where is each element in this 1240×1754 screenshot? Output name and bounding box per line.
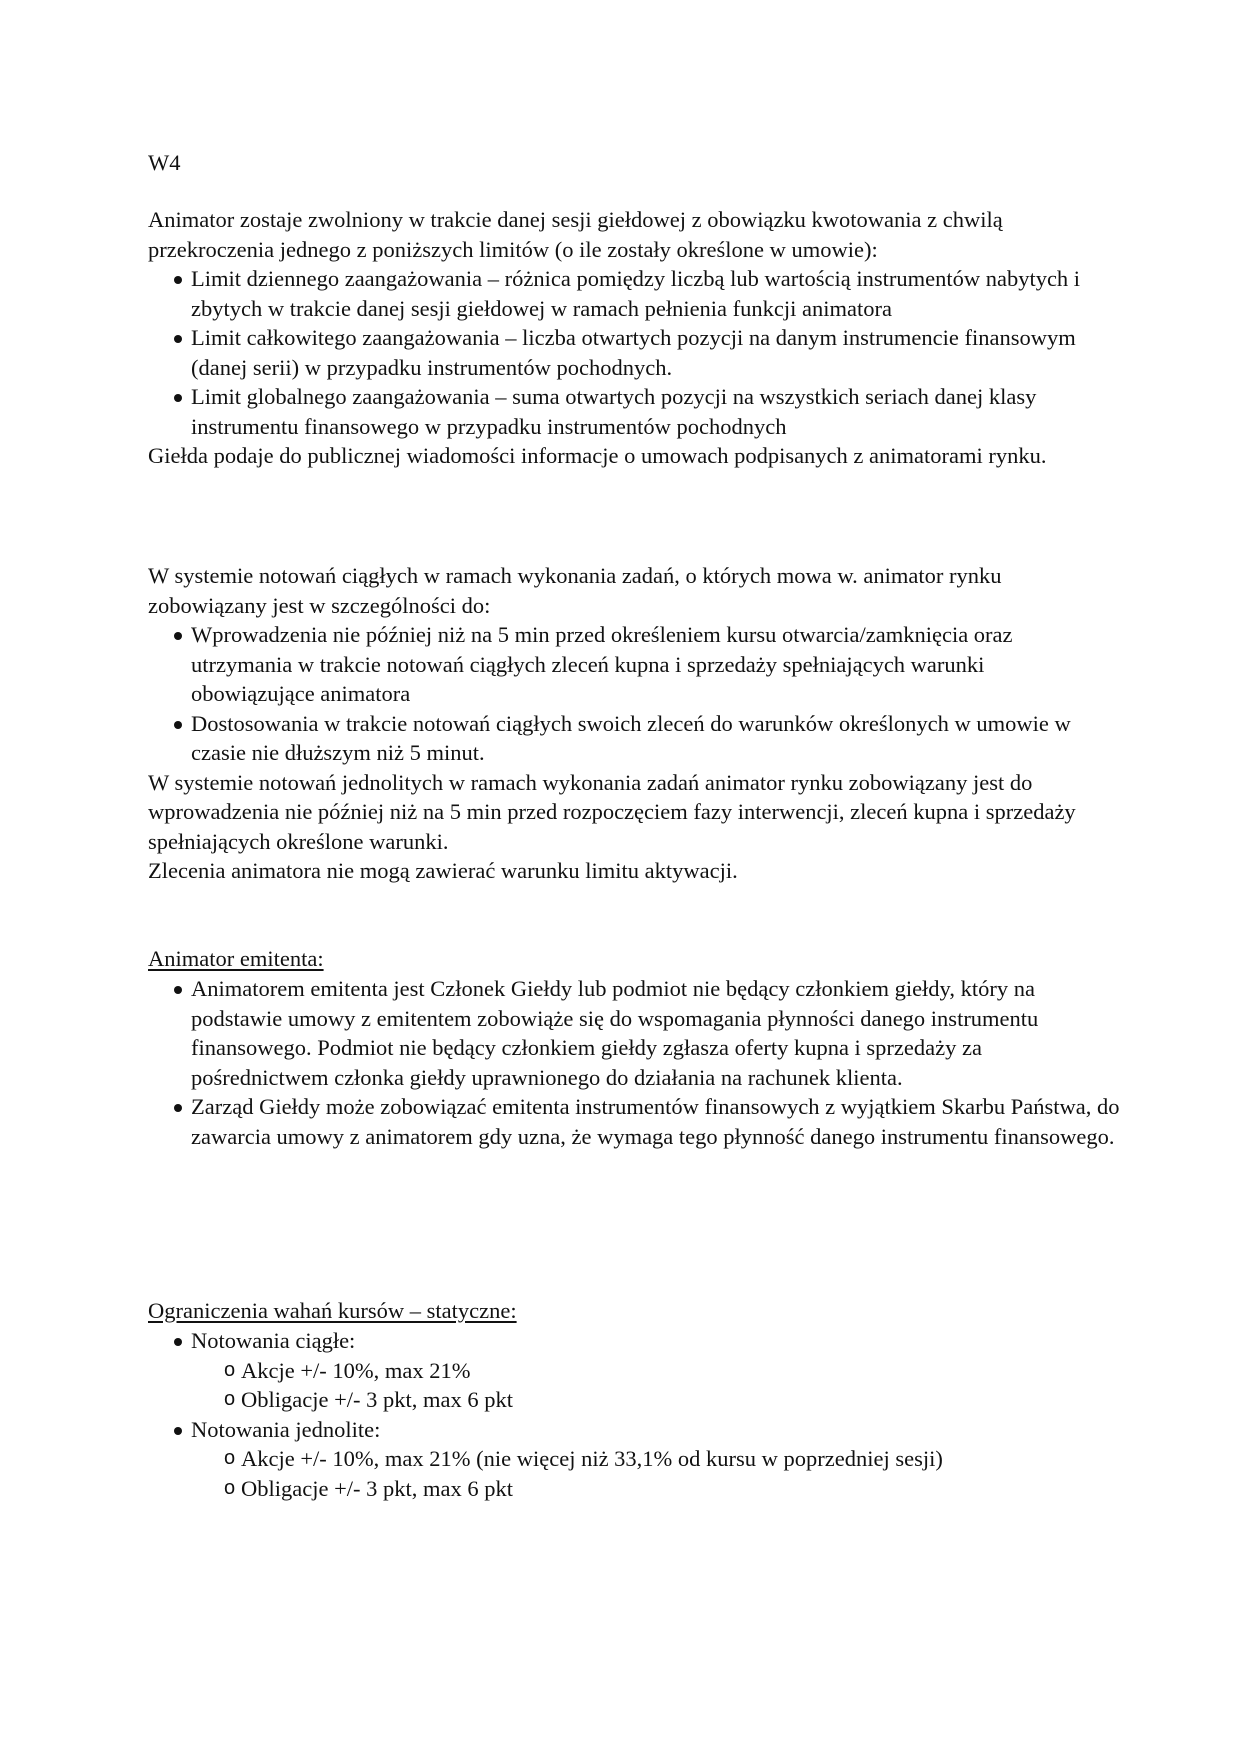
list-item	[148, 1415, 1088, 1445]
section1-outro: Giełda podaje do publicznej wiadomości informacje o umowach podpisanych z animatorami rynku.	[148, 443, 1047, 468]
sub-list-item	[148, 1474, 1088, 1504]
list-item	[148, 1092, 1131, 1151]
page-title: W4	[148, 150, 181, 175]
list-item-text: Animatorem emitenta jest Członek Giełdy lub podmiot nie będący członkiem giełdy, który na podstawie umowy z emitentem zobowiąże się do wspomagania płynności danego instrumentu finansowego. Podmiot nie będący członkiem giełdy zgłasza oferty kupna i sprzedaży za pośrednictwem członka giełdy uprawnionego do działania na rachunek klienta.	[191, 976, 1039, 1090]
section1-intro: Animator zostaje zwolniony w trakcie danej sesji giełdowej z obowiązku kwotowania z chwilą przekroczenia jednego z poniższych limitów (o ile zostały określone w umowie):	[148, 207, 1003, 262]
section4-heading: Ograniczenia wahań kursów – statyczne:	[148, 1298, 517, 1323]
circle-bullet-icon: o	[224, 1447, 236, 1469]
sub-list-item	[148, 1444, 1088, 1474]
list-item	[148, 620, 1091, 709]
list-item-text: Wprowadzenia nie później niż na 5 min przed określeniem kursu otwarcia/zamknięcia oraz utrzymania w trakcie notowań ciągłych zleceń kupna i sprzedaży spełniających warunki obowiązujące animatora	[191, 622, 1013, 706]
list-item-text: Notowania ciągłe:	[191, 1328, 356, 1353]
sub-list-item	[148, 1385, 1088, 1415]
circle-bullet-icon: o	[224, 1388, 236, 1410]
list-item	[148, 709, 1091, 768]
section-continuous-trading	[148, 561, 1088, 886]
section-issuer-animator	[148, 974, 1120, 1151]
list-item-text: Notowania jednolite:	[191, 1416, 381, 1442]
list-item	[148, 264, 1111, 323]
section2-paragraph-activation: Zlecenia animatora nie mogą zawierać warunku limitu aktywacji.	[148, 858, 738, 883]
trading-systems-list	[148, 1326, 1088, 1503]
sub-list-item-text: Obligacje +/- 3 pkt, max 6 pkt	[241, 1475, 514, 1501]
sub-list-item-text: Akcje +/- 10%, max 21% (nie więcej niż 33,1% od kursu w poprzedniej sesji)	[241, 1446, 943, 1471]
sub-list-item-text: Obligacje +/- 3 pkt, max 6 pkt	[241, 1387, 514, 1412]
sub-list-item	[148, 1356, 1088, 1386]
circle-bullet-icon: o	[224, 1476, 236, 1499]
section-quoting-limits	[148, 205, 1088, 471]
section2-paragraph-single-price: W systemie notowań jednolitych w ramach wykonania zadań animator rynku zobowiązany jest do wprowadzenia nie później niż na 5 min przed rozpoczęciem fazy interwencji, zleceń kupna i sprzedaży spełniających określone warunki.	[148, 769, 1076, 854]
list-item-text: Limit globalnego zaangażowania – suma otwartych pozycji na wszystkich seriach danej klasy instrumentu finansowego w przypadku instrumentów pochodnych	[191, 384, 1037, 439]
limits-list	[148, 264, 1088, 441]
circle-bullet-icon: o	[224, 1358, 236, 1381]
section2-intro: W systemie notowań ciągłych w ramach wykonania zadań, o których mowa w. animator rynku zobowiązany jest w szczególności do:	[148, 563, 1002, 618]
list-item-text: Limit całkowitego zaangażowania – liczba otwartych pozycji na danym instrumencie finansowym (danej serii) w przypadku instrumentów pochodnych.	[191, 325, 1076, 380]
list-item-text: Zarząd Giełdy może zobowiązać emitenta instrumentów finansowych z wyjątkiem Skarbu Państwa, do zawarcia umowy z animatorem gdy uzna, że wymaga tego płynność danego instrumentu finansowego.	[191, 1094, 1120, 1149]
list-item	[148, 323, 1091, 382]
issuer-animator-list	[148, 974, 1120, 1151]
list-item	[148, 1326, 1088, 1356]
continuous-trading-duties-list	[148, 620, 1088, 768]
list-item	[148, 974, 1091, 1092]
list-item-text: Dostosowania w trakcie notowań ciągłych swoich zleceń do warunków określonych w umowie w czasie nie dłuższym niż 5 minut.	[191, 710, 1071, 765]
section-price-fluctuation-limits	[148, 1326, 1088, 1503]
list-item-text: Limit dziennego zaangażowania – różnica pomiędzy liczbą lub wartością instrumentów nabytych i zbytych w trakcie danej sesji giełdowej w ramach pełnienia funkcji animatora	[191, 266, 1081, 321]
sub-list-item-text: Akcje +/- 10%, max 21%	[241, 1357, 471, 1383]
list-item	[148, 382, 1091, 441]
section3-heading: Animator emitenta:	[148, 946, 324, 971]
